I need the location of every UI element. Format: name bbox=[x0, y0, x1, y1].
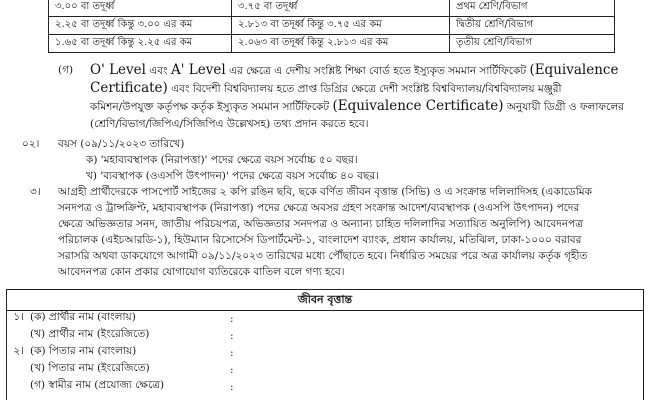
field-label: (গ) স্বামীর নাম (প্রযোজ্য ক্ষেত্রে) bbox=[30, 379, 165, 391]
section-2-number: ০২। bbox=[22, 138, 40, 150]
father-name-english-field[interactable] bbox=[250, 361, 642, 378]
row-number bbox=[6, 361, 28, 378]
table-cell: ৩.০০ বা তদূর্ধ্ব bbox=[49, 0, 232, 17]
text-span: (Equivalence bbox=[529, 62, 619, 78]
father-name-bangla-field[interactable] bbox=[250, 344, 642, 361]
grade-equivalence-table bbox=[48, 0, 615, 53]
section-ga-line-3 bbox=[90, 98, 624, 115]
field-label: (খ) প্রার্থীর নাম (ইংরেজিতে) bbox=[30, 328, 150, 340]
table-cell: ২.২৫ বা তদূর্ধ্ব কিন্তু ৩.০০ এর কম bbox=[49, 17, 232, 35]
table-row bbox=[49, 17, 615, 35]
section-ga-line-1 bbox=[90, 62, 618, 79]
text-span: অনুযায়ী ডিগ্রী ও ফলাফলের bbox=[503, 101, 624, 113]
colon: : bbox=[230, 346, 234, 359]
table-cell: ১.৬৫ বা তদূর্ধ্ব কিন্তু ২.২৫ এর কম bbox=[49, 35, 232, 53]
text-span: এর ক্ষেত্রে এ দেশীয় সংশ্লিষ্ট শিক্ষা বোর্ড হতে ইস্যুকৃত সমমান সার্টিফিকেট bbox=[225, 65, 530, 77]
form-row bbox=[6, 344, 642, 361]
section-3-line: আগ্রহী প্রার্থীদেরকে পাসপোর্ট সাইজের ২ কপি রঙিন ছবি, ছকে বর্ণিত জীবন বৃত্তান্ত (সিভি) ও এ সংক্রান্ত দলিলাদিসহ (একাডেমিক bbox=[58, 186, 592, 198]
form-row bbox=[6, 327, 642, 344]
applicant-name-english-field[interactable] bbox=[250, 327, 642, 344]
table-cell: তৃতীয় শ্রেণি/বিভাগ bbox=[450, 35, 615, 53]
husband-name-field[interactable] bbox=[250, 378, 642, 395]
text-span: Certificate) bbox=[90, 80, 168, 96]
colon: : bbox=[230, 312, 234, 325]
text-span: (শ্রেণি/বিভাগ/জিপিএ/সিজিপিএ উল্লেখসহ) তথ্য প্রদান করতে হবে। bbox=[90, 118, 369, 130]
cv-form-title: জীবন বৃত্তান্ত bbox=[6, 289, 644, 311]
table-cell: ২.৮১৩ বা তদূর্ধ্ব কিন্তু ৩.৭৫ এর কম bbox=[232, 17, 450, 35]
table-cell: প্রথম শ্রেণি/বিভাগ bbox=[450, 0, 615, 17]
section-3-line: ক্ষেত্রে অভিজ্ঞতার সনদ, জাতীয় পরিচয়পত্র, অভিজ্ঞতার সনদপত্র ও অন্যান্য চাহিত দলিলাদির সত্যায়িত অনুলিপি) আবেদনপত্র bbox=[58, 218, 583, 230]
text-span: এবং bbox=[145, 65, 171, 77]
field-label: (খ) পিতার নাম (ইংরেজিতে) bbox=[30, 362, 150, 374]
table-row bbox=[49, 35, 615, 53]
field-label: (ক) প্রার্থীর নাম (বাংলায়) bbox=[30, 311, 136, 323]
section-3-line: পরিচালক (এইচআরডি-১), হিউম্যান রিসোর্সেস ডিপার্টমেন্ট-১, বাংলাদেশ ব্যাংক, প্রধান কার্যালয়, মতিঝিল, ঢাকা-১০০০ বরাবর bbox=[58, 234, 582, 246]
cv-form-table bbox=[6, 310, 642, 395]
field-label: (ক) পিতার নাম (বাংলায়) bbox=[30, 345, 137, 357]
section-ga-line-2 bbox=[90, 80, 562, 97]
form-row bbox=[6, 378, 642, 395]
table-cell: ২.০৬৩ বা তদূর্ধ্ব কিন্তু ২.৮১৩ এর কম bbox=[232, 35, 450, 53]
text-span: এবং বিদেশী বিশ্ববিদ্যালয় হতে প্রাপ্ত ডিগ্রির ক্ষেত্রে দেশী সংশ্লিষ্ট বিশ্ববিদ্যালয়/বিশ্ববিদ্যালয় মঞ্জুরী bbox=[167, 83, 562, 95]
row-number: ১। bbox=[13, 311, 24, 323]
row-number: ২। bbox=[13, 345, 24, 357]
applicant-name-bangla-field[interactable] bbox=[250, 310, 642, 327]
section-2-heading: বয়স (০৯/১১/২০২৩ তারিখে) bbox=[58, 138, 185, 150]
section-ga-marker: (গ) bbox=[58, 64, 74, 76]
section-3-line: সনদপত্র ও ট্রান্সক্রিপ্ট, মহাব্যবস্থাপক (নিরাপত্তা) পদের ক্ষেত্রে অবসর গ্রহণ সংক্রান্ত আদেশ/ব্যবস্থাপক (ওএসপি উৎপাদন) পদের bbox=[58, 202, 580, 214]
section-ga-line-4 bbox=[90, 116, 368, 132]
section-3-number: ৩। bbox=[30, 186, 41, 198]
colon: : bbox=[230, 363, 234, 376]
text-span: কমিশন/উপযুক্ত কর্তৃপক্ষ কর্তৃক ইস্যুকৃত সমমান সার্টিফিকেট bbox=[90, 101, 333, 113]
row-number bbox=[6, 378, 28, 395]
text-span: (Equivalence Certificate) bbox=[332, 98, 504, 114]
table-cell: ৩.৭৫ বা তদূর্ধ্ব bbox=[232, 0, 450, 17]
section-3-line: আবেদনপত্র কোন প্রকার যোগাযোগ ব্যতিরেকে বাতিল বলে গণ্য হবে। bbox=[58, 266, 345, 278]
table-row bbox=[49, 0, 615, 17]
section-2-item-b: খ) 'ব্যবস্থাপক (ওএসপি উৎপাদন)' পদের ক্ষেত্রে বয়স সর্বোচ্চ ৪০ বছর। bbox=[86, 170, 379, 182]
table-cell: দ্বিতীয় শ্রেণি/বিভাগ bbox=[450, 17, 615, 35]
form-row bbox=[6, 310, 642, 327]
section-3-line: সরাসরি অথবা ডাকযোগে আগামী ০৯/১১/২০২৩ তারিখের মধ্যে পৌঁছাতে হবে। নির্ধারিত সময়ের পরে অত্র কার্যালয় কর্তৃক গৃহীত bbox=[58, 250, 588, 262]
text-span: A' Level bbox=[171, 62, 226, 78]
colon: : bbox=[230, 329, 234, 342]
form-row bbox=[6, 361, 642, 378]
section-2-item-a: ক) 'মহাব্যবস্থাপক (নিরাপত্তা)' পদের ক্ষেত্রে বয়স সর্বোচ্চ ৫০ বছর। bbox=[86, 154, 358, 166]
colon: : bbox=[230, 380, 234, 393]
text-span: O' Level bbox=[90, 62, 146, 78]
row-number bbox=[6, 327, 28, 344]
